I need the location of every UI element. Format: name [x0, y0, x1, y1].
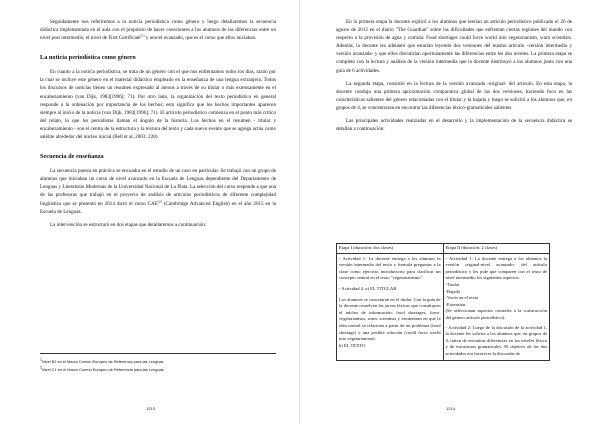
footnote-text: Nivel C1 en el Marco Común Europeo de Referencia para las Lenguas	[41, 366, 164, 372]
left-text-column	[40, 18, 276, 234]
section-heading-noticia: La noticia periodística como género	[40, 54, 136, 62]
table-header-etapa-2: Etapa II (duración: 2 clases)	[443, 244, 550, 254]
footnote-ref-2[interactable]: (2)	[157, 198, 162, 203]
etapa2-actividad-2: - Actividad 2: Luego de la discusión de la actividad 1, la docente les solicita a los alumnos que, en grupos de 4, traten de encontrar diferencias en los niveles léxico y de estructuras gramaticales. El objetivo de las dos actividades era favorecer la discusión de	[445, 324, 547, 356]
footnotes	[40, 353, 276, 373]
etapa1-el-texto: b) EL TEXTO	[339, 342, 366, 348]
section-paragraph-intervencion: La intervención se estructuró en dos etapas que detallaremos a continuación:	[50, 221, 207, 228]
table-header-etapa-1: Etapa I (duración: dos clases)	[337, 244, 444, 254]
list-item: -Titular	[445, 281, 460, 287]
etapa2-actividad-1: - Actividad 1: La docente entrega a los alumnos la versión original-nivel avanzado- del artículo periodístico y les pide que comparen con el texto de nivel intermedio los siguientes aspectos:	[445, 255, 547, 281]
right-paragraph-1: En la primera etapa la docente explicó a los alumnos que leerían un artículo periodístico publicado el 26 de agosto de 2012 en el diario "The Guardian" sobre las dificultades que enfrentan ciertas regiones del mundo con respecto a la provisión de agua y comida: Food shortages could force world into vegetarianism, warn scientists. Además, la docente les adelantó que estarían leyendo dos versiones del mismo artículo -versión intermedia y versión avanzada- y que ellos discutirían oportunamente las diferencias entre los dos niveles. La primera etapa se completó con la lectura y análisis de la versión intermedia que la docente distribuyó a los alumnos junto con una guía de 6 actividades.	[336, 19, 572, 74]
footnote-mark: 1	[40, 357, 42, 362]
section-heading-secuencia: Secuencia de enseñanza	[40, 153, 104, 161]
etapa1-actividad-1: - Actividad 1: La docente entrega a los alumnos la versión intermedia del texto y formula preguntas a la clase como ejercicio introductorio para clarificar un concepto central en el texto "vegetarianismo".	[339, 255, 441, 281]
footnote-1	[40, 358, 276, 366]
section-paragraph-noticia: En cuanto a la noticia periodística, se trata de un género con el que nos enfrentamos todos los días, razón por la cual se incluye este género en el material didáctico empleado en la enseñanza de una lengua extranjera. Todos los discursos de noticias tienen un resumen expresado al menos a través de su titular o más extensamente en el encabezamiento (van Dijk, 1983[1996]: 71). Por otro lado, la organización del texto periodístico en general responde a la ordenación por importancia de los hechos; esto significa que los hechos importantes aparecen siempre al inicio de la noticia (van Dijk, 1983[1996]: 71). El artículo periodístico comienza en el punto más crítico del relato, lo que los periodistas llaman el ángulo de la historia. Los hechos en el resumen - titular y encabezamiento - son el centro de la estructura y la textura del texto y cada nuevo evento que se agrega actúa como satélite alrededor del núcleo inicial (Bell et al, 2003: 220).	[40, 69, 276, 141]
intro-text-end: y uno/el avanzado, que es el curso que ellos iniciaban.	[145, 35, 257, 42]
section-paragraph-secuencia	[40, 167, 276, 216]
footnote-2	[40, 366, 276, 374]
secuencia-text-end: (Cambridge Advanced English) en el año 2015 en la Escuela de Lenguas.	[40, 200, 276, 215]
list-item: -Voces en el texto	[445, 295, 479, 301]
etapa1-actividad-2: - Actividad 2: a) EL TITULAR	[339, 285, 397, 291]
footnote-mark: 2	[40, 365, 42, 370]
etapa2-note: (Se seleccionan aspectos centrales a la construcción del género artículo periodístico).	[445, 308, 547, 320]
table-cell-etapa-2	[443, 253, 550, 360]
right-paragraph-3: Las principales actividades realizadas en el desarrollo y la implementación de la secuencia didáctica se detallan a continuación:	[336, 118, 572, 133]
right-text-column	[336, 18, 572, 138]
table-header-row	[337, 244, 550, 254]
table-row	[337, 253, 550, 360]
footnote-text: Nivel B2 en el Marco Común Europeo de Referencia para las Lenguas	[41, 359, 164, 364]
stages-table	[336, 243, 550, 361]
intro-paragraph	[40, 18, 276, 42]
page-number-right: 1214	[446, 406, 455, 411]
etapa1-titular-text: Los alumnos se concentran en el titular. Con la guía de la docente resuelven las tareas léxicas que constituyen el núcleo de información: food shortages, force, vegetarianism, warn, scientists y encuentran en qué la idea central se relaciona a partir de un problema (food shortage) y una posible solución (could force world into vegetarianism).	[339, 296, 441, 342]
footnote-ref-1[interactable]: (1)	[140, 33, 145, 38]
intro-text: Seguidamente nos referiremos a la noticia periodística como género y luego detallaremos la secuencia didáctica implementada en el aula con el propósito de hacer conscientes a los alumnos de las diferencias entre un nivel post intermedio, el nivel de First Certificate	[40, 19, 276, 42]
list-item: -Bajada	[445, 288, 460, 294]
page-number-left: 1213	[146, 406, 155, 411]
table-cell-etapa-1	[337, 253, 444, 360]
secuencia-text: La secuencia puesta en práctica se encuadra en el estudio de un caso en particular. Se trabajó con un grupo de alumnos que iniciaban un curso de nivel avanzado en la Escuela de Lenguas dependiente del Departamento de Lenguas y Literaturas Modernas de la Universidad Nacional de La Plata. La selección del curso responde a que una de las profesoras que trabajó en el proyecto de análisis de artículos periodísticos de diferente complejidad lingüística que se presentó en 2014 dictó el curso CAE	[40, 168, 276, 207]
list-item: -Extensión	[445, 301, 466, 307]
right-page	[300, 0, 600, 424]
right-paragraph-2: La segunda etapa, consistió en la lectura de la versión avanzada -original- del artículo. En esta etapa, la docente condujo una primera aproximación comparativa global de las dos versiones, haciendo foco en las características salientes del género relacionadas con el titular y la bajada y luego se solicitó a los alumnos que, en grupos de 4, se concentraran en encontrar las diferencias léxico-gramaticales salientes.	[336, 80, 572, 111]
